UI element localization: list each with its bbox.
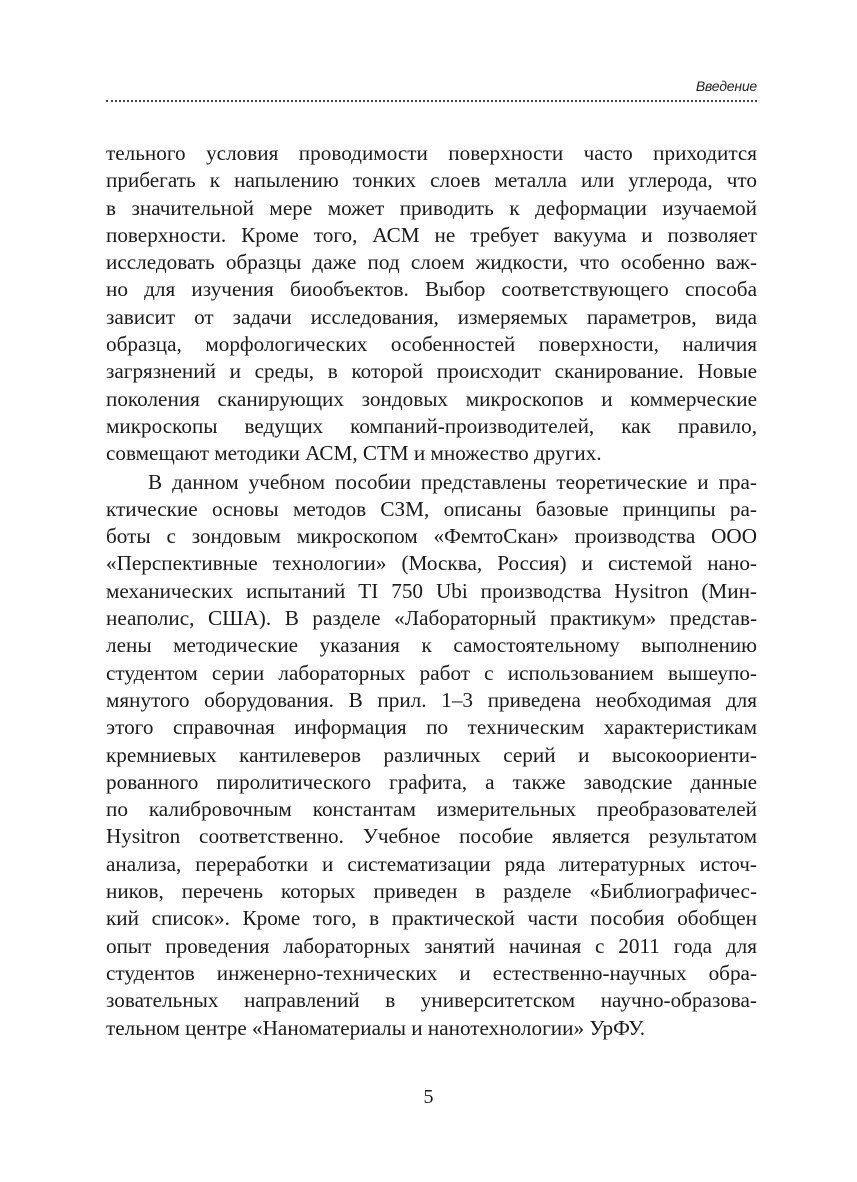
text-line: образца, морфологических особенностей поверхности, наличия (106, 332, 757, 357)
text-line: боты с зондовым микроскопом «ФемтоСкан» производства ООО (106, 524, 757, 549)
text-line: неаполис, США). В разделе «Лабораторный практикум» представ- (106, 606, 757, 631)
text-line: В данном учебном пособии представлены теоретические и пра- (148, 469, 757, 494)
text-line: по калибровочным константам измерительных преобразователей (106, 797, 757, 822)
text-line: но для изучения биообъектов. Выбор соответствующего способа (106, 277, 757, 302)
text-line: лены методические указания к самостоятельному выполнению (106, 633, 757, 658)
text-line: прибегать к напылению тонких слоев металла или углерода, что (106, 168, 757, 193)
text-line: рованного пиролитического графита, а также заводские данные (106, 769, 757, 794)
text-line: загрязнений и среды, в которой происходит сканирование. Новые (106, 359, 757, 384)
paragraph-1 (106, 140, 757, 468)
text-line: зависит от задачи исследования, измеряемых параметров, вида (106, 304, 757, 329)
text-line: поколения сканирующих зондовых микроскопов и коммерческие (106, 386, 757, 411)
text-line: тельном центре «Наноматериалы и нанотехнологии» УрФУ. (106, 1015, 646, 1040)
text-line: тельного условия проводимости поверхности часто приходится (106, 141, 757, 165)
text-line: мянутого оборудования. В прил. 1–3 приведена необходимая для (106, 687, 757, 712)
running-header (106, 76, 757, 102)
text-line: исследовать образцы даже под слоем жидкости, что особенно важ- (106, 250, 757, 275)
text-line: зовательных направлений в университетском научно-образова- (106, 988, 757, 1013)
paragraph-2 (106, 469, 757, 1042)
text-line: кремниевых кантилеверов различных серий и высокоориенти- (106, 742, 757, 767)
text-line: в значительной мере может приводить к деформации изучаемой (106, 195, 757, 220)
section-title: Введение (695, 78, 757, 94)
text-body (106, 140, 757, 1042)
text-line: ников, перечень которых приведен в разделе «Библиографичес- (106, 879, 757, 904)
text-line: кий список». Кроме того, в практической части пособия обобщен (106, 906, 757, 931)
text-line: «Перспективные технологии» (Москва, Россия) и системой нано- (106, 551, 757, 576)
text-line: ктические основы методов СЗМ, описаны базовые принципы ра- (106, 496, 757, 521)
text-line: механических испытаний TI 750 Ubi производства Hysitron (Мин- (106, 578, 757, 603)
text-line: студентом серии лабораторных работ с использованием вышеупо- (106, 660, 757, 685)
text-line: этого справочная информация по техническим характеристикам (106, 715, 757, 740)
text-line: совмещают методики АСМ, СТМ и множество других. (106, 441, 602, 466)
page-number: 5 (423, 1086, 434, 1108)
text-line: поверхности. Кроме того, АСМ не требует вакуума и позволяет (106, 222, 757, 247)
text-line: опыт проведения лабораторных занятий начиная с 2011 года для (106, 933, 757, 958)
text-line: микроскопы ведущих компаний-производителей, как правило, (106, 413, 757, 438)
text-line: студентов инженерно-технических и естественно-научных обра- (106, 960, 757, 985)
text-line: анализа, переработки и систематизации ряда литературных источ- (106, 851, 757, 876)
text-line: Hysitron соответственно. Учебное пособие является результатом (106, 824, 757, 849)
